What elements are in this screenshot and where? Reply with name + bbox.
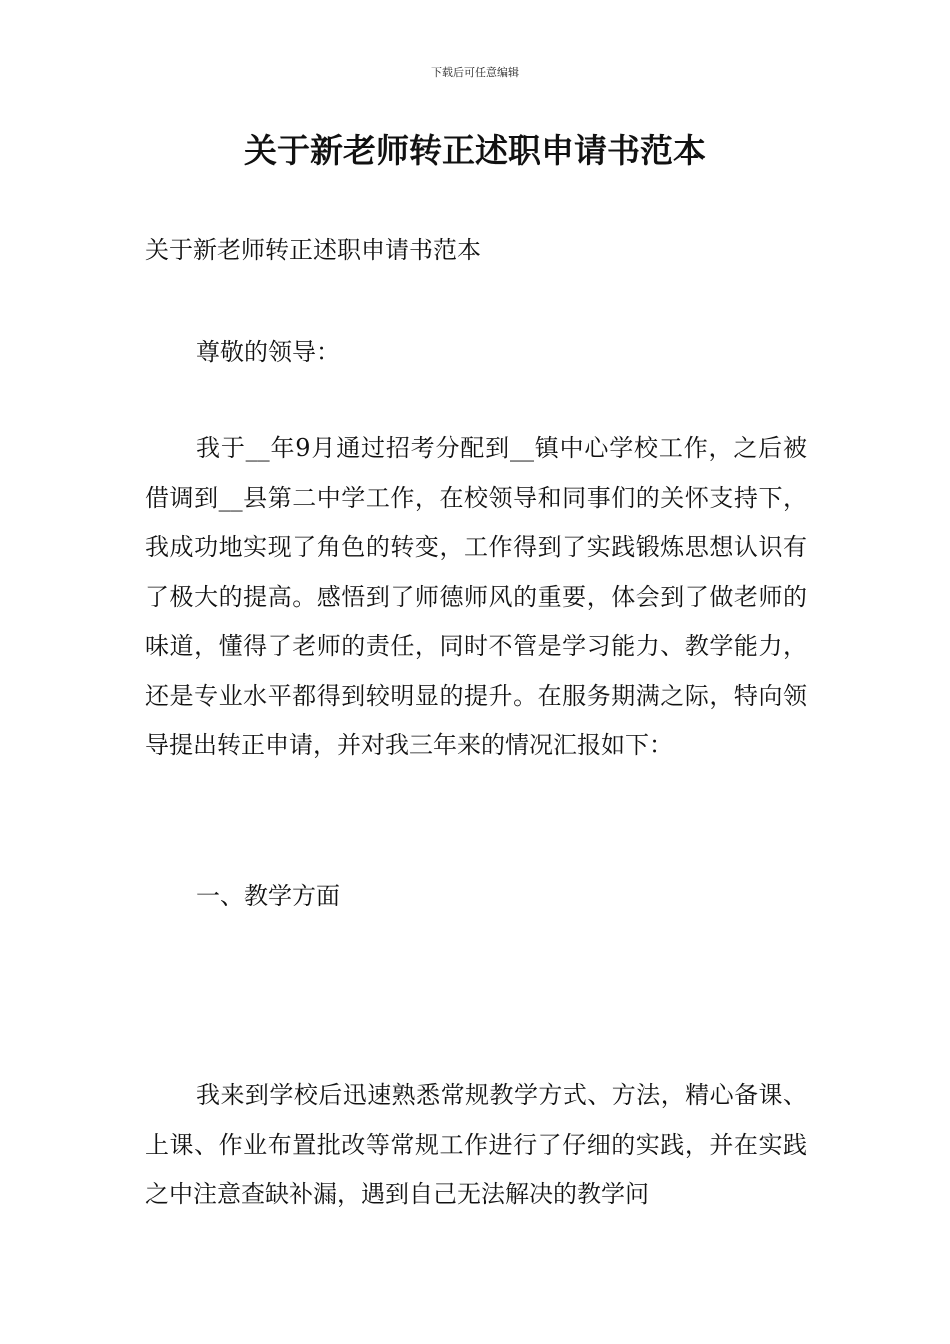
document-subtitle: 关于新老师转正述职申请书范本 (145, 236, 481, 264)
section-heading-teaching: 一、教学方面 (196, 882, 340, 910)
header-note: 下载后可任意编辑 (431, 66, 519, 79)
salutation: 尊敬的领导： (196, 338, 340, 366)
paragraph-intro: 我于__年9月通过招考分配到__镇中心学校工作，之后被借调到__县第二中学工作，在校领导和同事们的关怀支持下，我成功地实现了角色的转变，工作得到了实践锻炼思想认识有了极大的提高。感悟到了师德师风的重要，体会到了做老师的味道，懂得了老师的责任，同时不管是学习能力、教学能力，还是专业水平都得到较明显的提升。在服务期满之际，特向领导提出转正申请，并对我三年来的情况汇报如下： (145, 434, 807, 759)
paragraph-teaching: 我来到学校后迅速熟悉常规教学方式、方法，精心备课、上课、作业布置批改等常规工作进行了仔细的实践，并在实践之中注意查缺补漏，遇到自己无法解决的教学问 (145, 1081, 807, 1208)
document-title: 关于新老师转正述职申请书范本 (244, 131, 706, 170)
